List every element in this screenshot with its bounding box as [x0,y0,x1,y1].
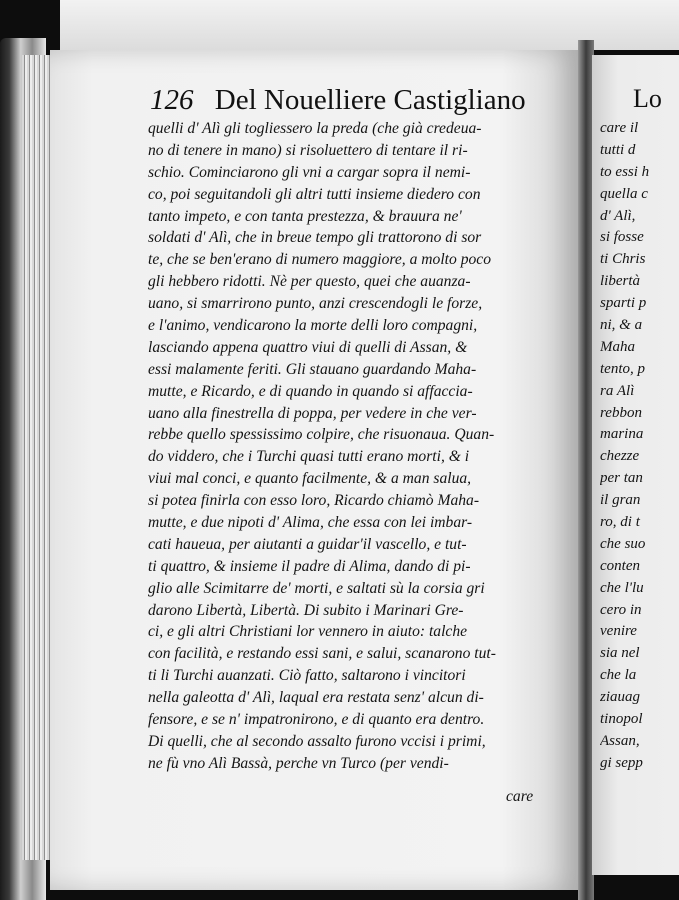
text-line: d' Alì, [600,207,636,224]
text-line: gi sepp [600,754,643,771]
text-line: con facilità, e restando essi sani, e salui, scanarono tut- [148,645,496,663]
text-line: che suo [600,535,646,552]
text-line: mutte, e due nipoti d' Alima, che essa con lei imbar- [148,514,473,532]
text-line: ra Alì [600,382,635,399]
text-line: te, che se ben'erano di numero maggiore, a molto poco [148,251,492,269]
text-line: darono Libertà, Libertà. Di subito i Marinari Gre- [148,601,464,619]
text-line: ne fù vno Alì Bassà, perche vn Turco (per vendi- [148,754,449,772]
text-line: quella c [600,185,648,202]
running-head [150,84,560,118]
text-line: venire [600,623,637,640]
text-line: tinopol [600,711,643,728]
text-line: che l'lu [600,579,644,596]
text-line: il gran [600,492,641,509]
text-line: ti li Turchi auanzati. Ciò fatto, saltarono i vincitori [148,667,466,685]
text-line: soldati d' Alì, che in breue tempo gli trattorono di sor [148,229,482,247]
text-line: ci, e gli altri Christiani lor vennero in aiuto: talche [148,623,468,641]
text-line: rebbon [600,404,642,421]
page-number: 126 [150,84,194,116]
text-line: tanto impeto, e con tanta prestezza, & brauura ne' [148,207,462,225]
text-line: fensore, e se n' impatronirono, e di quanto era dentro. [148,711,485,729]
text-line: to essi h [600,163,650,180]
text-line: essi malamente feriti. Gli stauano guardando Maha- [148,360,477,378]
text-line: cero in [600,601,642,618]
text-line: cati haueua, per aiutanti a guidar'il vascello, e tut- [148,535,467,553]
text-line: mutte, e Ricardo, e di quando in quando si affaccia- [148,382,473,400]
text-line: ni, & a [600,317,643,334]
text-line: gli hebbero ridotti. Nè per questo, quei che auanza- [148,273,471,291]
text-line: uano, si smarrirono punto, anzi crescendogli le forze, [148,295,483,313]
text-line: do viddero, che i Turchi quasi tutti erano morti, & i [148,448,470,466]
text-line: si fosse [600,229,644,246]
text-line: care il [600,120,639,136]
text-line: ti Chris [600,251,646,268]
text-line: schio. Cominciarono gli vni a cargar sopra il nemi- [148,163,471,181]
text-line: viui mal conci, e quanto facilmente, & a man salua, [148,470,472,488]
text-line: quelli d' Alì gli togliessero la preda (che già credeua- [148,120,482,137]
left-page-body [148,118,544,775]
text-line: glio alle Scimitarre de' morti, e saltati sù la corsia gri [148,579,485,597]
text-line: chezze [600,448,640,465]
text-line: libertà [600,273,640,290]
text-line: tento, p [600,360,645,377]
text-line: Maha [600,338,635,355]
text-line: che la [600,667,637,684]
text-line: per tan [600,470,643,487]
text-line: si potea finirla con esso loro, Ricardo chiamò Maha- [148,492,480,510]
text-line: no di tenere in mano) si risoluettero di tentare il ri- [148,141,468,159]
text-line: marina [600,426,644,443]
running-head-title: Del Nouelliere Castigliano [214,84,526,116]
text-line: Assan, [600,732,640,749]
text-line: sparti p [600,295,647,312]
text-line: ziauag [600,689,641,706]
page-edges [22,55,52,860]
text-line: lasciando appena quattro viui di quelli di Assan, & [148,338,468,356]
text-line: rebbe quello spessissimo colpire, che risuonaua. Quan- [148,426,495,444]
text-line: sia nel [600,645,640,662]
text-line: conten [600,557,640,574]
text-line: ro, di t [600,514,640,531]
right-page-body [600,118,679,775]
text-line: co, poi seguitandoli gli altri tutti insieme diedero con [148,185,481,203]
text-line: e l'animo, vendicarono la morte delli loro compagni, [148,317,478,335]
text-line: nella galeotta d' Alì, laqual era restata senz' alcun di- [148,689,484,707]
text-line: ti quattro, & insieme il padre di Alima, dando di pi- [148,557,471,575]
text-line: uano alla finestrella di poppa, per vedere in che ver- [148,404,477,422]
text-line: Di quelli, che al secondo assalto furono vccisi i primi, [148,732,486,750]
text-line: tutti d [600,141,636,158]
right-page-running-head: Lo [633,84,662,113]
catchword: care [506,788,534,805]
